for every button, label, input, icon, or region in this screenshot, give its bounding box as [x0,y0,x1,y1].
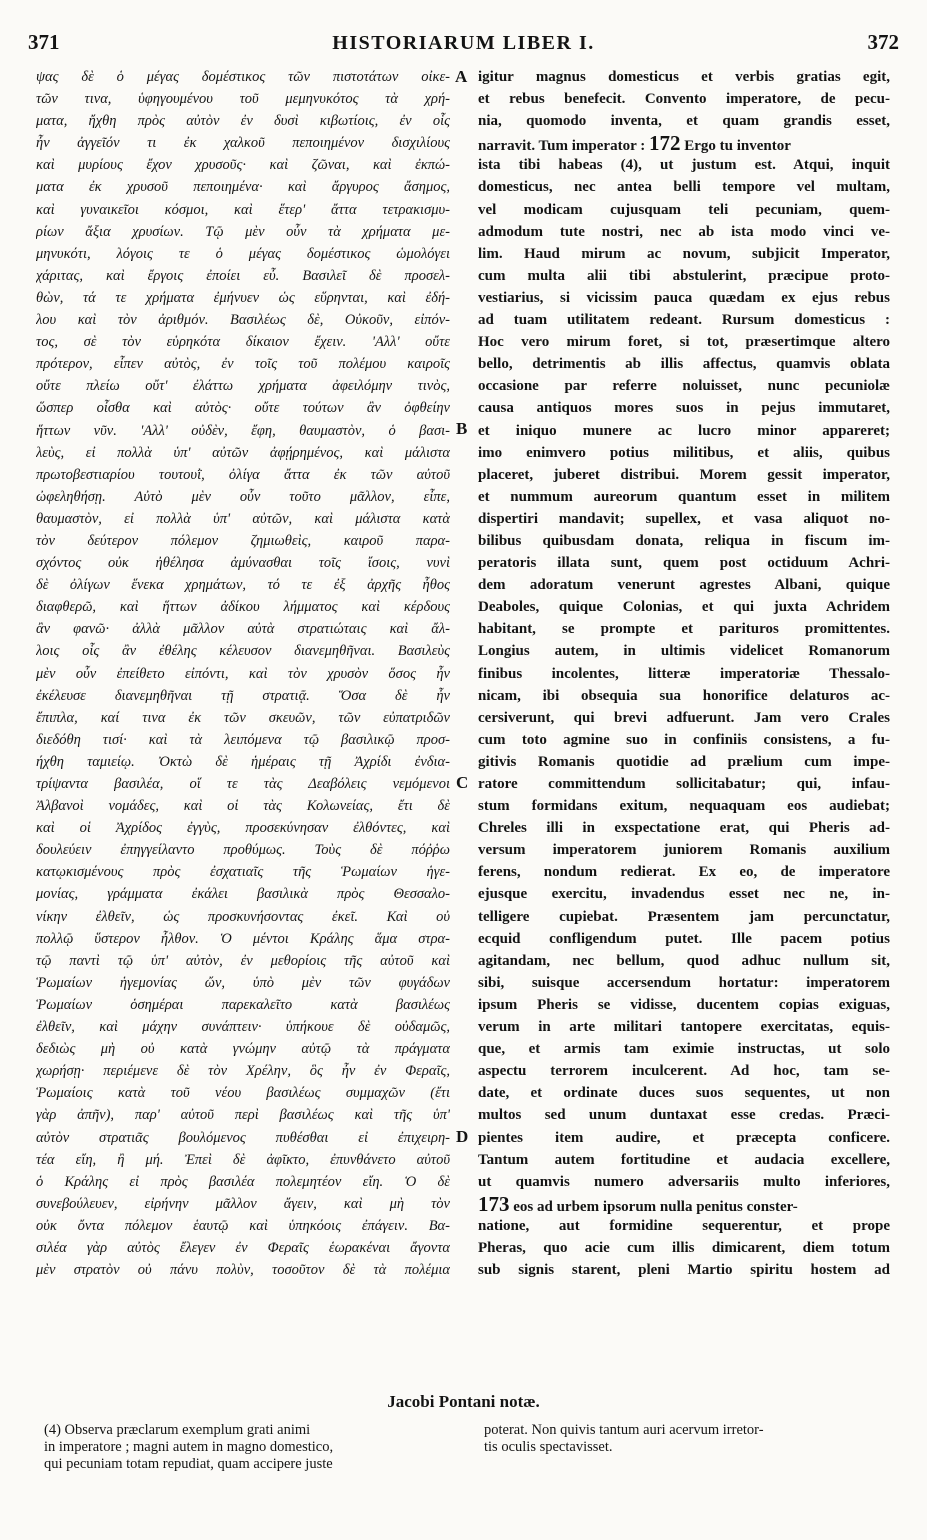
margin-letter-d: D [456,1127,469,1146]
greek-line: λου καὶ τὸν ἀριθμόν. Βασιλέως δὲ, Οὐκοῦν, εἰπόν- [36,312,450,329]
latin-line: ratore committendum sollicitabatur; qui, infau- [478,776,890,792]
greek-line: πολλῷ ὕστερον ἦλθον. Ὁ μέντοι Κράλης ἅμα στρα- [36,930,450,947]
greek-line: ἥττων νῦν. 'Αλλ' οὐδὲν, ἔφη, θαυμαστὸν, ὁ βασι- [36,422,450,439]
latin-line: pientes item audire, et præcepta conficere. [478,1129,890,1146]
section-number-172: 172 [648,132,681,155]
greek-line: ἔπιπλα, καί τινα ἐκ τῶν σκευῶν, τῶν εὐπατριδῶν [36,709,450,726]
latin-line: natione, aut formidine sequerentur, et prope [478,1217,890,1234]
greek-line: ἦν ἀγγεῖόν τι ἐκ χαλκοῦ πεποιημένον δισχιλίους [36,135,450,152]
margin-letter-b: B [456,419,468,438]
latin-line: et nummum aureorum quantum esset in militem [478,488,890,505]
latin-line: Deaboles, quique Colonias, et qui juxta Achridem [478,599,890,616]
greek-line: τος, σὲ τὸν εὑρηκότα δίκαιον ἔχειν. 'Αλλ' οὔτε [36,334,450,351]
greek-line: ρίων ἄξια χρυσίων. Τῷ μὲν οὖν τὰ χρήματα με- [36,223,450,240]
latin-line-text: narravit. Tum imperator : [478,138,646,155]
latin-line: aspectu terrorem inculcerent. Ad hoc, tam se- [478,1063,890,1080]
latin-line: ipsum Pheris se vidisse, ducentem copias exiguas, [478,996,890,1013]
greek-line: ὥσπερ οἶσθα καὶ αὐτὸς· οὔτε τούτων ἂν ὀφθείην [36,400,450,417]
running-title: HISTORIARUM LIBER I. [332,32,595,54]
latin-line: Pheras, quo acie cum illis dimicarent, diem totum [478,1239,890,1256]
latin-line: vel modicam cujusquam teli pecuniam, quem- [478,201,890,218]
latin-line: sub signis starent, pleni Martio spiritu hostem ad [478,1262,890,1279]
greek-line: τέα εἴη, ἢ μή. Ἐπεὶ δὲ ἀφῖκτο, ἐπυνθάνετο αὐτοῦ [36,1151,450,1168]
latin-line: admodum tute nostri, nec ab ista modo vinci ve- [478,223,890,240]
latin-line: ferens, nondum redierat. Ex eo, de imperatore [478,864,890,881]
latin-line [478,1193,890,1215]
greek-line: ἐλθεῖν, καὶ μάχην συνάπτειν· ὑπήκουε δὲ οὐδαμῶς, [36,1019,450,1036]
greek-line: λοις οἷς ἂν ἐθέλης κέλευσον διανεμηθῆναι. Βασιλεὺς [36,643,450,660]
latin-line: ista tibi habeas (4), ut justum est. Atqui, inquit [478,157,890,174]
greek-line: αὐτὸν στρατιᾶς βουλόμενος πυθέσθαι εἰ ἐπιχειρη- [36,1129,450,1146]
greek-line: ὁ Κράλης εἰ πρὸς βασιλέα πολεμητέον εἴη. Ὁ δὲ [36,1173,450,1190]
greek-line: πρότερον, εἶπεν αὐτὸς, ἐν τοῖς τοῦ πολέμου καιροῖς [36,356,450,373]
greek-line: μονίας, γράμματα ἐκάλει βασιλικὰ πρὸς Θεσσαλο- [36,886,450,903]
greek-line: χάριτας, καὶ ἔργοις ἐποίει εὖ. Βασιλεῖ δὲ προσελ- [36,267,450,284]
latin-line: agitandam, nec bellum, quod adhuc nullum sit, [478,952,890,969]
greek-line: δουλεύειν ἐπηγγείλαντο προθύμως. Τοὺς δὲ πόῤῥω [36,842,450,859]
page-number-right: 372 [867,30,899,54]
greek-line: μὲν οὖν ἐπείθετο εἰπόντι, καὶ τὸν χρυσὸν ὅσος ἦν [36,665,450,682]
notes-heading: Jacobi Pontani notæ. [387,1392,540,1411]
greek-line: οὔτε πλείω οὔτ' ἐλάττω χρήματα ἀφειλόμην τινὸς, [36,378,450,395]
latin-line: vestiarius, si vicissim pauca quædam ex ejus rebus [478,289,890,306]
latin-line: nicam, ibi obsequia sua honorifice delaturos ac- [478,687,890,704]
latin-line: versum imperatorem juniorem Romanis auxilium [478,842,890,859]
latin-line: sibi, suisque accersendum hortatur: imperatorem [478,974,890,991]
greek-line: καὶ μυρίους ἔχον χρυσοῦς· καὶ ζῶναι, καὶ ἐκπώ- [36,157,450,174]
greek-line: ψας δὲ ὁ μέγας δομέστικος τῶν πιστοτάτων οἰκε- [36,69,450,85]
latin-line: placeret, juberet distribui. Morem gessit imperator, [478,466,890,483]
greek-line: θαυμαστὸν, εἰ πολλὰ ὑπ' αὐτῶν, καὶ μάλιστα κατὰ [36,510,450,527]
latin-line: date, et ordinate duces suos sequentes, ut non [478,1085,890,1102]
latin-line-text: eos ad urbem ipsorum nulla penitus conster- [513,1198,798,1215]
greek-line: σχόντος οὐκ ἠθέλησα ἀμύνασθαι τοῖς ἴσοις, νυνὶ [36,555,450,572]
greek-line: μὲν στρατὸν οὐ πάνυ πολὺν, τοσοῦτον δὲ τὰ πολέμια [36,1262,450,1279]
greek-line: καὶ οἱ Ἀχρίδος ἐγγὺς, προσεκύνησαν ἐλθόντες, καὶ [36,820,450,837]
latin-line: habitant, se prompte et parituros promittentes. [478,621,890,638]
greek-line: καὶ γυναικεῖοι κόσμοι, καὶ ἕτερ' ἄττα τετρακισμυ- [36,201,450,218]
latin-line: et rebus benefecit. Convento imperatore, de pecu- [478,91,890,108]
latin-line: telligere cupiebat. Præsentem jam percunctatur, [478,908,890,925]
latin-line: verum in arte militari tantopere exercitatas, equis- [478,1019,890,1036]
greek-line: ματα ἐκ χρυσοῦ πεποιημένα· καὶ ἄργυρος ἄσημος, [36,179,450,196]
latin-line: finibus incolentes, litteræ imperatoriæ Thessalo- [478,665,890,682]
latin-line: domesticus, nec antea belli tempore vel multam, [478,179,890,196]
greek-line: δεδιὼς μὴ οὐ κατὰ γνώμην αὐτῷ τὰ πράγματα [36,1041,450,1058]
greek-line: κατῳκισμένους πρὸς ἐσχατιαῖς τῆς Ῥωμαίων ἡγε- [36,864,450,881]
latin-line: peratoris illata sunt, quem post octiduum Achri- [478,555,890,572]
margin-letter-c: C [456,773,469,792]
greek-line: διαφθερῶ, καὶ ἥττων ἀδίκου λήμματος καὶ κέρδους [36,599,450,616]
notes-left-column [44,1422,454,1473]
latin-line [478,132,890,154]
latin-line: Longius autem, in ultimis videlicet Romanorum [478,643,890,660]
greek-line: Ῥωμαίοις κατὰ τοῦ νέου βασιλέως συμμαχῶν (ἔτι [36,1085,450,1102]
greek-line: μηνυκότι, λόγοις τε ὁ μέγας δομέστικος ὡμολόγει [36,245,450,262]
latin-line: que, et armis tam eximie instructas, ut solo [478,1041,890,1058]
latin-line: Hoc vero mirum foret, si tot, præsertimque altero [478,334,890,351]
latin-line: gitivis Romanis quotidie ad prælium cum impe- [478,753,890,770]
latin-line: bilibus quibusdam donata, reliqua in fiscum im- [478,532,890,549]
greek-line: σιλέα γὰρ αὐτὸς ἔλεγεν ἐν Φεραῖς ἑωρακέναι ἄγοντα [36,1239,450,1256]
latin-line: ad tuam utilitatem redeant. Rursum domesticus : [478,312,890,329]
latin-line: cum multa alii tibi abstulerint, præcipue proto- [478,267,890,284]
latin-line: cum toto agmine suo in confiniis consistens, a fu- [478,731,890,748]
notes-right-column [484,1422,884,1456]
note-line: (4) Observa præclarum exemplum grati animi [44,1422,311,1438]
greek-line: ὠφεληθήσῃ. Αὐτὸ μὲν οὖν τοῦτο μᾶλλον, εἶπε, [36,488,450,505]
latin-line: cersiverunt, qui brevi adfuerunt. Jam vero Crales [478,709,890,726]
latin-line: imo enimvero potius militibus, et aliis, quibus [478,444,890,461]
greek-line: τὸν δεύτερον πόλεμον ζημιωθεὶς, καιροῦ παρα- [36,532,450,549]
latin-line: dispertiri mandavit; supellex, et vasa aliquot no- [478,510,890,527]
note-line: qui pecuniam totam repudiat, quam accipere juste [44,1456,333,1472]
greek-line: νίκην ἐλθεῖν, ὡς προσκυνήσοντας ἐκεῖ. Καὶ οὐ [36,908,450,925]
latin-line: Tantum autem fortitudine et audacia excellere, [478,1151,890,1168]
margin-letter-a: A [455,67,468,86]
latin-line: multos sed unum duntaxat esse credas. Præci- [478,1107,890,1124]
greek-line: ματα, ἤχθη πρὸς αὐτὸν ἐν δυσὶ κιβωτίοις, ἐν οἷς [36,113,450,130]
latin-line: igitur magnus domesticus et verbis gratias egit, [478,69,890,85]
greek-line: τρίψαντα βασιλέα, οἵ τε τὰς Δεαβόλεις νεμόμενοι [36,776,450,792]
latin-text-column [478,66,890,1386]
greek-line: λεὺς, εἰ πολλὰ ὑπ' αὐτῶν ἀφῄρημένος, καὶ μάλιστα [36,444,450,461]
greek-text-column [36,66,450,1386]
note-line: tis oculis spectavisset. [484,1439,613,1455]
greek-line: πρωτοβεστιαρίου τουτουῒ, ὀλίγα ἄττα ἐκ τῶν αὐτοῦ [36,466,450,483]
latin-line: ecquid confligendum putet. Ille pacem potius [478,930,890,947]
greek-line: ἂν φανῶ· ἀλλὰ μᾶλλον αὐτὰ στρατιώταις καὶ ἄλ- [36,621,450,638]
running-header [28,30,899,64]
latin-line: lim. Haud mirum ac novum, subjicit Imperator, [478,245,890,262]
greek-line: τῶν τινα, ὑφηγουμένου τοῦ μεμηνυκότος τὰ χρή- [36,91,450,108]
latin-line: stum formidans exitum, nequaquam eos audiebat; [478,798,890,815]
greek-line: ἐκέλευσε διανεμηθῆναι τῇ στρατιᾷ. Ὅσα δὲ ἦν [36,687,450,704]
greek-line: οὐκ ὄντα πόλεμον ἑαυτῷ καὶ ὑπηκόοις ἐπάγειν. Βα- [36,1217,450,1234]
latin-line: ut quamvis numero adversariis multo inferiores, [478,1173,890,1190]
greek-line: διεδόθη τισί· καὶ τὰ λειπόμενα τῷ βασιλικῷ προσ- [36,731,450,748]
greek-line: ήχθη ταμιείῳ. Ὀκτὼ δὲ ἡμέραις τῇ Ἀχρίδι ἐνδια- [36,753,450,770]
latin-line: ejusque exercitu, invadendus esset nec ne, in- [478,886,890,903]
greek-line: συνεβούλευεν, εἰρήνην μᾶλλον ἄγειν, καὶ μὴ τὸν [36,1195,450,1212]
latin-line: dem adoratum venerunt agrestes Albani, quique [478,577,890,594]
latin-line: Chreles illi in exspectatione erat, qui Pheris ad- [478,820,890,837]
latin-line: nia, quomodo inventa, et quam grandis esset, [478,113,890,130]
greek-line: δὲ ὀλίγων ἕνεκα χρημάτων, τό τε ἐξ ἀρχῆς ἦθος [36,577,450,594]
latin-line: bello, detrimentis ab illis affectus, quamvis oblata [478,356,890,373]
latin-line: occasione par referre noluisset, nunc pecuniolæ [478,378,890,395]
latin-line-text: Ergo tu inventor [684,138,791,155]
greek-line: Ῥωμαίων ἡγεμονίας ὤν, ὑπὸ μὲν τῶν φυγάδων [36,974,450,991]
section-number-173: 173 [478,1192,510,1215]
greek-line: Ἀλβανοὶ νομάδες, καὶ οἱ τὰς Κολωνείας, ἔτι δὲ [36,798,450,815]
greek-line: τῷ παντὶ τῷ ὑπ' αὐτὸν, ἐν μεθορίοις τῆς αὐτοῦ καὶ [36,952,450,969]
greek-line: χωρήσῃ· περιέμενε δὲ τὸν Χρέλην, ὃς ἦν ἐν Φεραῖς, [36,1063,450,1080]
note-line: in imperatore ; magni autem in magno domestico, [44,1439,334,1455]
greek-line: γὰρ ἀπῆν), παρ' αὐτοῦ περὶ βασιλέως καὶ τῆς ὑπ' [36,1107,450,1124]
page-number-left: 371 [28,30,60,54]
latin-line: causa antiquos mores suos in pejus immutaret, [478,400,890,417]
greek-line: θὼν, τά τε χρήματα ἐμήνυεν ὡς εὕρηνται, καὶ ἐδή- [36,289,450,306]
greek-line: Ῥωμαίων ὁσημέραι παρεκαλεῖτο κατὰ βασιλέως [36,996,450,1013]
latin-line: et iniquo munere ac lucro minor appareret; [478,422,890,439]
note-line: poterat. Non quivis tantum auri acervum irretor- [484,1422,764,1438]
